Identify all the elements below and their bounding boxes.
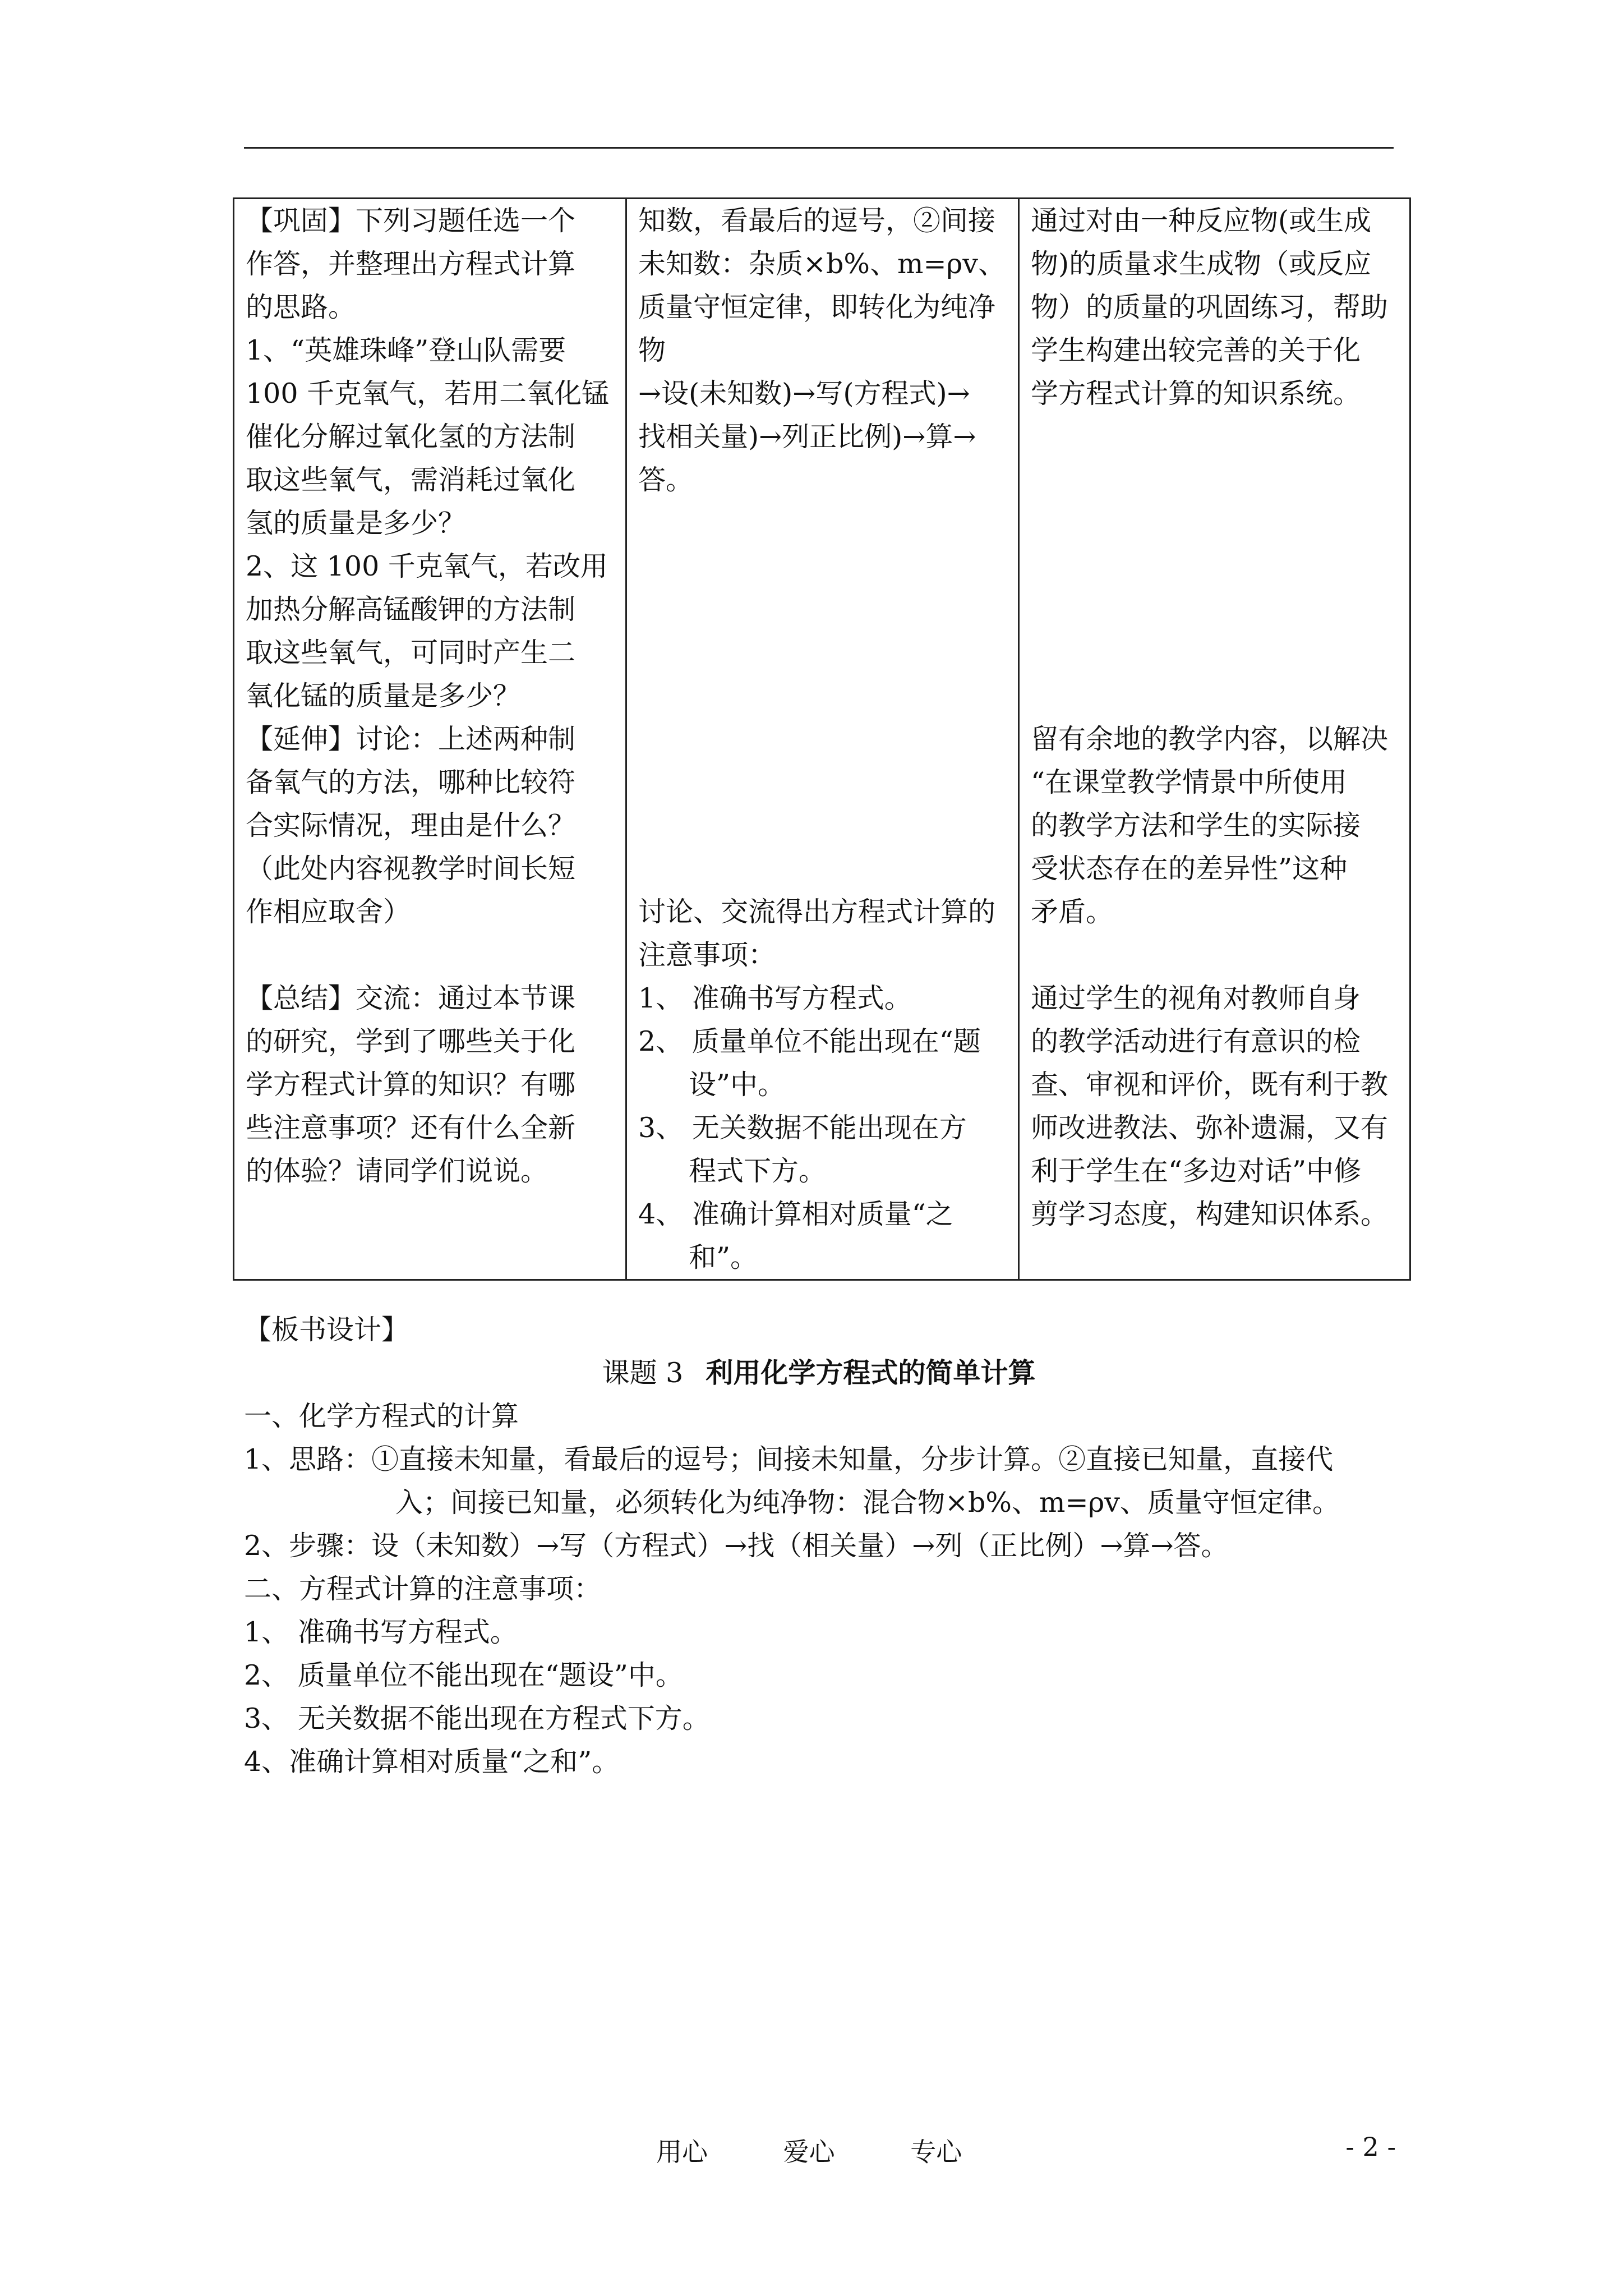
cell-line (638, 501, 1007, 545)
cell-line: 学生构建出较完善的关于化 (1031, 334, 1361, 366)
cell-line: 答。 (638, 464, 694, 496)
board-title-text: 利用化学方程式的简单计算 (706, 1356, 1036, 1389)
cell-line: 剪学习态度，构建知识体系。 (1031, 1198, 1389, 1230)
cell-line (1031, 631, 1398, 674)
cell-line: 通过学生的视角对教师自身 (1031, 982, 1361, 1014)
motto-word: 专心 (910, 2137, 962, 2167)
cell-line: 利于学生在“多边对话”中修 (1031, 1155, 1362, 1187)
cell-line (1031, 933, 1398, 977)
cell-line: 的研究，学到了哪些关于化 (246, 1025, 576, 1057)
cell-line: “在课堂教学情景中所使用 (1031, 766, 1348, 798)
cell-line: 2、 质量单位不能出现在“题 (638, 1025, 981, 1057)
cell-line: 的教学方法和学生的实际接 (1031, 809, 1361, 841)
cell-line (638, 804, 1007, 847)
cell-line: 【巩固】下列习题任选一个 (246, 205, 576, 237)
cell-line: 找相关量)→列正比例)→算→ (638, 421, 976, 453)
cell-line: 些注意事项？还有什么全新 (246, 1112, 576, 1144)
cell-line: 物)的质量求生成物（或反应 (1031, 248, 1372, 280)
cell-line: 取这些氧气，可同时产生二 (246, 637, 576, 669)
cell-line: 通过对由一种反应物(或生成 (1031, 205, 1372, 237)
cell-line: 讨论、交流得出方程式计算的 (638, 896, 996, 928)
cell-line (1031, 674, 1398, 717)
cell-line (1031, 415, 1398, 458)
board-line: 2、 质量单位不能出现在“题设”中。 (244, 1659, 683, 1691)
cell-line: 受状态存在的差异性”这种 (1031, 853, 1348, 885)
cell-line: 学方程式计算的知识系统。 (1031, 378, 1361, 409)
cell-line: 100 千克氧气，若用二氧化锰 (246, 378, 610, 409)
cell-line (1031, 545, 1398, 588)
lesson-table (233, 197, 1411, 1281)
cell-line (638, 761, 1007, 804)
footer-motto (656, 2132, 1029, 2169)
board-line: 2、步骤：设（未知数）→写（方程式）→找（相关量）→列（正比例）→算→答。 (244, 1530, 1229, 1562)
cell-line: 设”中。 (689, 1069, 786, 1101)
motto-word: 爱心 (783, 2137, 835, 2167)
cell-line: 留有余地的教学内容，以解决 (1031, 723, 1389, 755)
cell-line: 注意事项： (638, 939, 776, 971)
cell-line (1031, 588, 1398, 631)
cell-line: 取这些氧气，需消耗过氧化 (246, 464, 576, 496)
cell-line: 的体验？请同学们说说。 (246, 1155, 548, 1187)
cell-line (638, 631, 1007, 674)
board-line: 一、化学方程式的计算 (244, 1400, 519, 1432)
cell-line: 催化分解过氧化氢的方法制 (246, 421, 576, 453)
cell-line (638, 588, 1007, 631)
cell-line: 物）的质量的巩固练习，帮助 (1031, 291, 1389, 323)
cell-line: 知数，看最后的逗号，②间接 (638, 205, 996, 237)
student-column (626, 199, 1019, 1280)
page-footer (0, 2132, 1623, 2171)
board-line: 1、 准确书写方程式。 (244, 1616, 518, 1648)
board-line: 1、思路：①直接未知量，看最后的逗号；间接未知量，分步计算。②直接已知量，直接代 (244, 1443, 1334, 1475)
cell-line: 作相应取舍） (246, 896, 411, 928)
motto-word: 用心 (656, 2137, 708, 2167)
board-line: 3、 无关数据不能出现在方程式下方。 (244, 1703, 710, 1734)
cell-line: 师改进教法、弥补遗漏，又有 (1031, 1112, 1389, 1144)
cell-line (638, 545, 1007, 588)
cell-line: 未知数：杂质×b%、m=ρv、 (638, 248, 1006, 280)
cell-line: （此处内容视教学时间长短 (246, 853, 576, 885)
cell-line: 加热分解高锰酸钾的方法制 (246, 593, 576, 625)
board-title-number: 课题 3 (602, 1357, 684, 1389)
cell-line: →设(未知数)→写(方程式)→ (638, 378, 970, 409)
board-line: 二、方程式计算的注意事项： (244, 1573, 602, 1605)
cell-line: 物 (638, 334, 666, 366)
activity-column (234, 199, 626, 1280)
cell-line: 程式下方。 (689, 1155, 827, 1187)
cell-line: 2、这 100 千克氧气，若改用 (246, 550, 608, 582)
cell-line: 和”。 (689, 1241, 758, 1273)
cell-line: 【总结】交流：通过本节课 (246, 982, 576, 1014)
cell-line: 氧化锰的质量是多少？ (246, 680, 521, 712)
cell-line: 质量守恒定律，即转化为纯净 (638, 291, 996, 323)
cell-line: 合实际情况，理由是什么？ (246, 809, 576, 841)
cell-line (1031, 501, 1398, 545)
cell-line: 查、审视和评价，既有利于教 (1031, 1069, 1389, 1101)
cell-line (638, 717, 1007, 761)
board-line: 入；间接已知量，必须转化为纯净物：混合物×b%、m=ρv、质量守恒定律。 (395, 1487, 1340, 1519)
header-rule (244, 147, 1394, 149)
table-row (234, 199, 1410, 1280)
cell-line (638, 847, 1007, 890)
cell-line: 【延伸】讨论：上述两种制 (246, 723, 576, 755)
cell-line: 的思路。 (246, 291, 356, 323)
page-number: - 2 - (1345, 2132, 1396, 2162)
cell-line: 3、 无关数据不能出现在方 (638, 1112, 967, 1144)
cell-line: 的教学活动进行有意识的检 (1031, 1025, 1361, 1057)
cell-line: 1、 准确书写方程式。 (638, 982, 912, 1014)
cell-line: 4、 准确计算相对质量“之 (638, 1198, 953, 1230)
cell-line: 作答，并整理出方程式计算 (246, 248, 576, 280)
cell-line (1031, 458, 1398, 501)
cell-line: 1、“英雄珠峰”登山队需要 (246, 334, 566, 366)
cell-line: 学方程式计算的知识？有哪 (246, 1069, 576, 1101)
board-heading: 【板书设计】 (244, 1314, 409, 1346)
board-line: 4、准确计算相对质量“之和”。 (244, 1746, 620, 1778)
intent-column (1019, 199, 1410, 1280)
cell-line (638, 674, 1007, 717)
cell-line: 备氧气的方法，哪种比较符 (246, 766, 576, 798)
board-title (244, 1351, 1394, 1395)
cell-line: 矛盾。 (1031, 896, 1114, 928)
board-design (244, 1308, 1394, 1783)
cell-line: 氢的质量是多少？ (246, 507, 466, 539)
cell-line (246, 933, 614, 977)
